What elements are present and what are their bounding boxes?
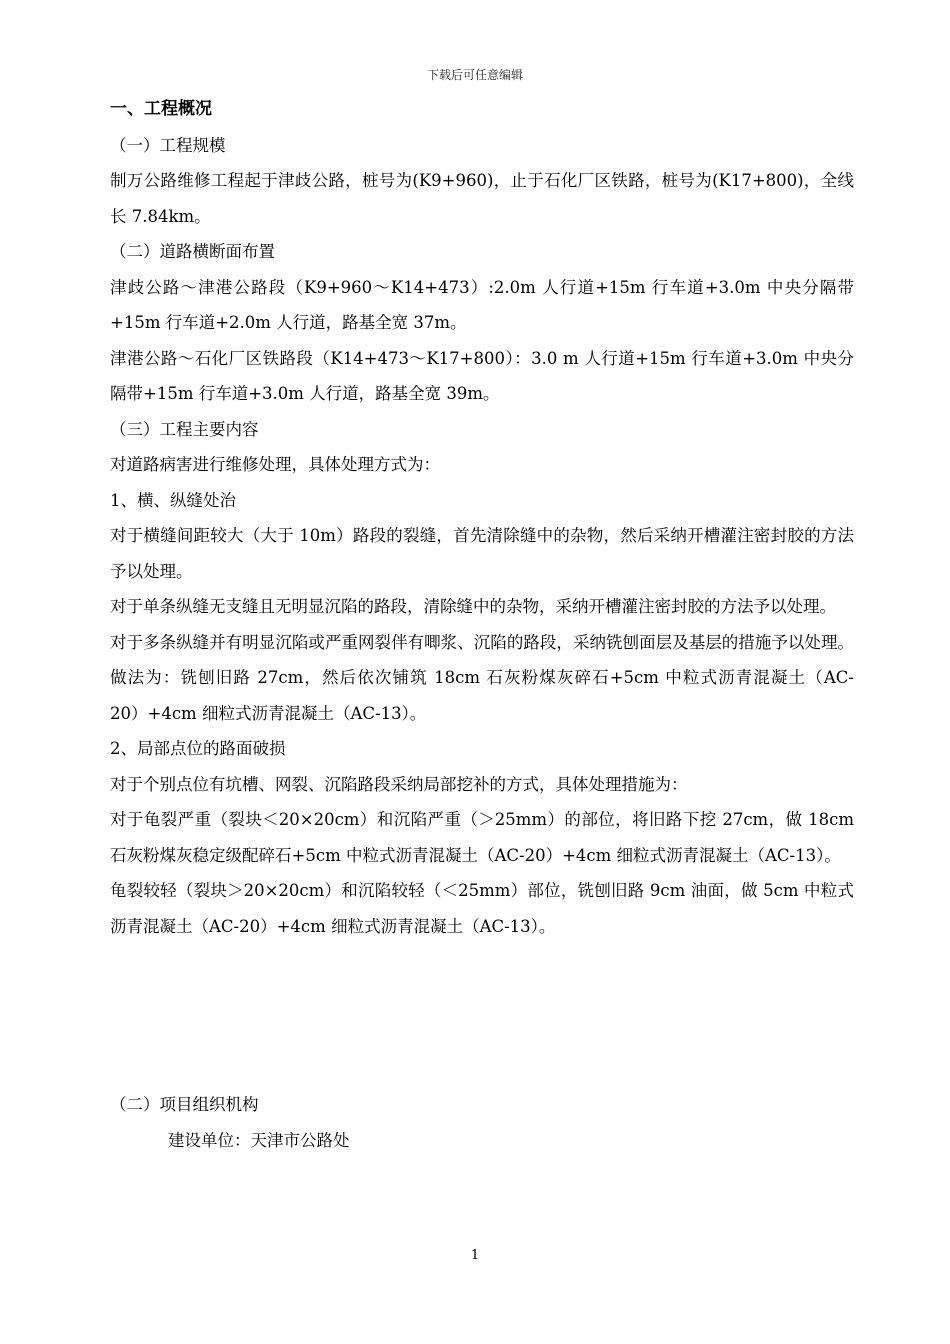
page-number: 1 bbox=[470, 1248, 480, 1263]
item1-paragraph-1: 对于横缝间距较大（大于 10m）路段的裂缝，首先清除缝中的杂物，然后采纳开槽灌注密封胶的方法予以处理。 bbox=[110, 526, 854, 581]
cross-section-text-2: 津港公路～石化厂区铁路段（K14+473～K17+800）：3.0 m 人行道+15m 行车道+3.0m 中央分隔带+15m 行车道+3.0m 人行道，路基全宽 39m。 bbox=[110, 348, 854, 403]
org-builder: 建设单位：天津市公路处 bbox=[168, 1130, 350, 1150]
blank-space bbox=[110, 944, 854, 1087]
cross-section-text-1: 津歧公路～津港公路段（K9+960～K14+473）:2.0m 人行道+15m 行车道+3.0m 中央分隔带+15m 行车道+2.0m 人行道，路基全宽 37m。 bbox=[110, 277, 854, 332]
page-header: 下载后可任意编辑 bbox=[426, 68, 523, 82]
item1-paragraph-3: 对于多条纵缝并有明显沉陷或严重网裂伴有唧浆、沉陷的路段，采纳铣刨面层及基层的措施予以处理。做法为：铣刨旧路 27cm，然后依次铺筑 18cm 石灰粉煤灰碎石+5cm 中粒式沥青混凝土（AC-20）+4cm 细粒式沥青混凝土（AC-13）。 bbox=[110, 632, 854, 723]
cross-section-heading: （二）道路横断面布置 bbox=[110, 242, 275, 261]
item2-paragraph-3: 龟裂较轻（裂块＞20×20cm）和沉陷较轻（＜25mm）部位，铣刨旧路 9cm 油面，做 5cm 中粒式沥青混凝土（AC-20）+4cm 细粒式沥青混凝土（AC-13）。 bbox=[110, 881, 854, 936]
item2-heading: 2、局部点位的路面破损 bbox=[110, 739, 286, 758]
org-heading: （二）项目组织机构 bbox=[110, 1095, 259, 1114]
scale-heading: （一）工程规模 bbox=[110, 135, 226, 155]
item1-paragraph-2: 对于单条纵缝无支缝且无明显沉陷的路段，清除缝中的杂物，采纳开槽灌注密封胶的方法予以处理。 bbox=[110, 597, 836, 616]
item2-paragraph-1: 对于个别点位有坑槽、网裂、沉陷路段采纳局部挖补的方式，具体处理措施为： bbox=[110, 774, 688, 794]
section-title: 一、工程概况 bbox=[110, 99, 212, 119]
document-body bbox=[110, 92, 854, 1158]
item2-paragraph-2: 对于龟裂严重（裂块＜20×20cm）和沉陷严重（＞25mm）的部位，将旧路下挖 27cm，做 18cm 石灰粉煤灰稳定级配碎石+5cm 中粒式沥青混凝土（AC-20）+4cm 细粒式沥青混凝土（AC-13）。 bbox=[110, 810, 854, 865]
scale-text: 制万公路维修工程起于津歧公路，桩号为(K9+960)，止于石化厂区铁路，桩号为(K17+800)，全线长 7.84km。 bbox=[110, 171, 854, 226]
content-intro: 对道路病害进行维修处理，具体处理方式为： bbox=[110, 455, 440, 474]
content-heading: （三）工程主要内容 bbox=[110, 419, 259, 439]
item1-heading: 1、横、纵缝处治 bbox=[110, 490, 236, 510]
